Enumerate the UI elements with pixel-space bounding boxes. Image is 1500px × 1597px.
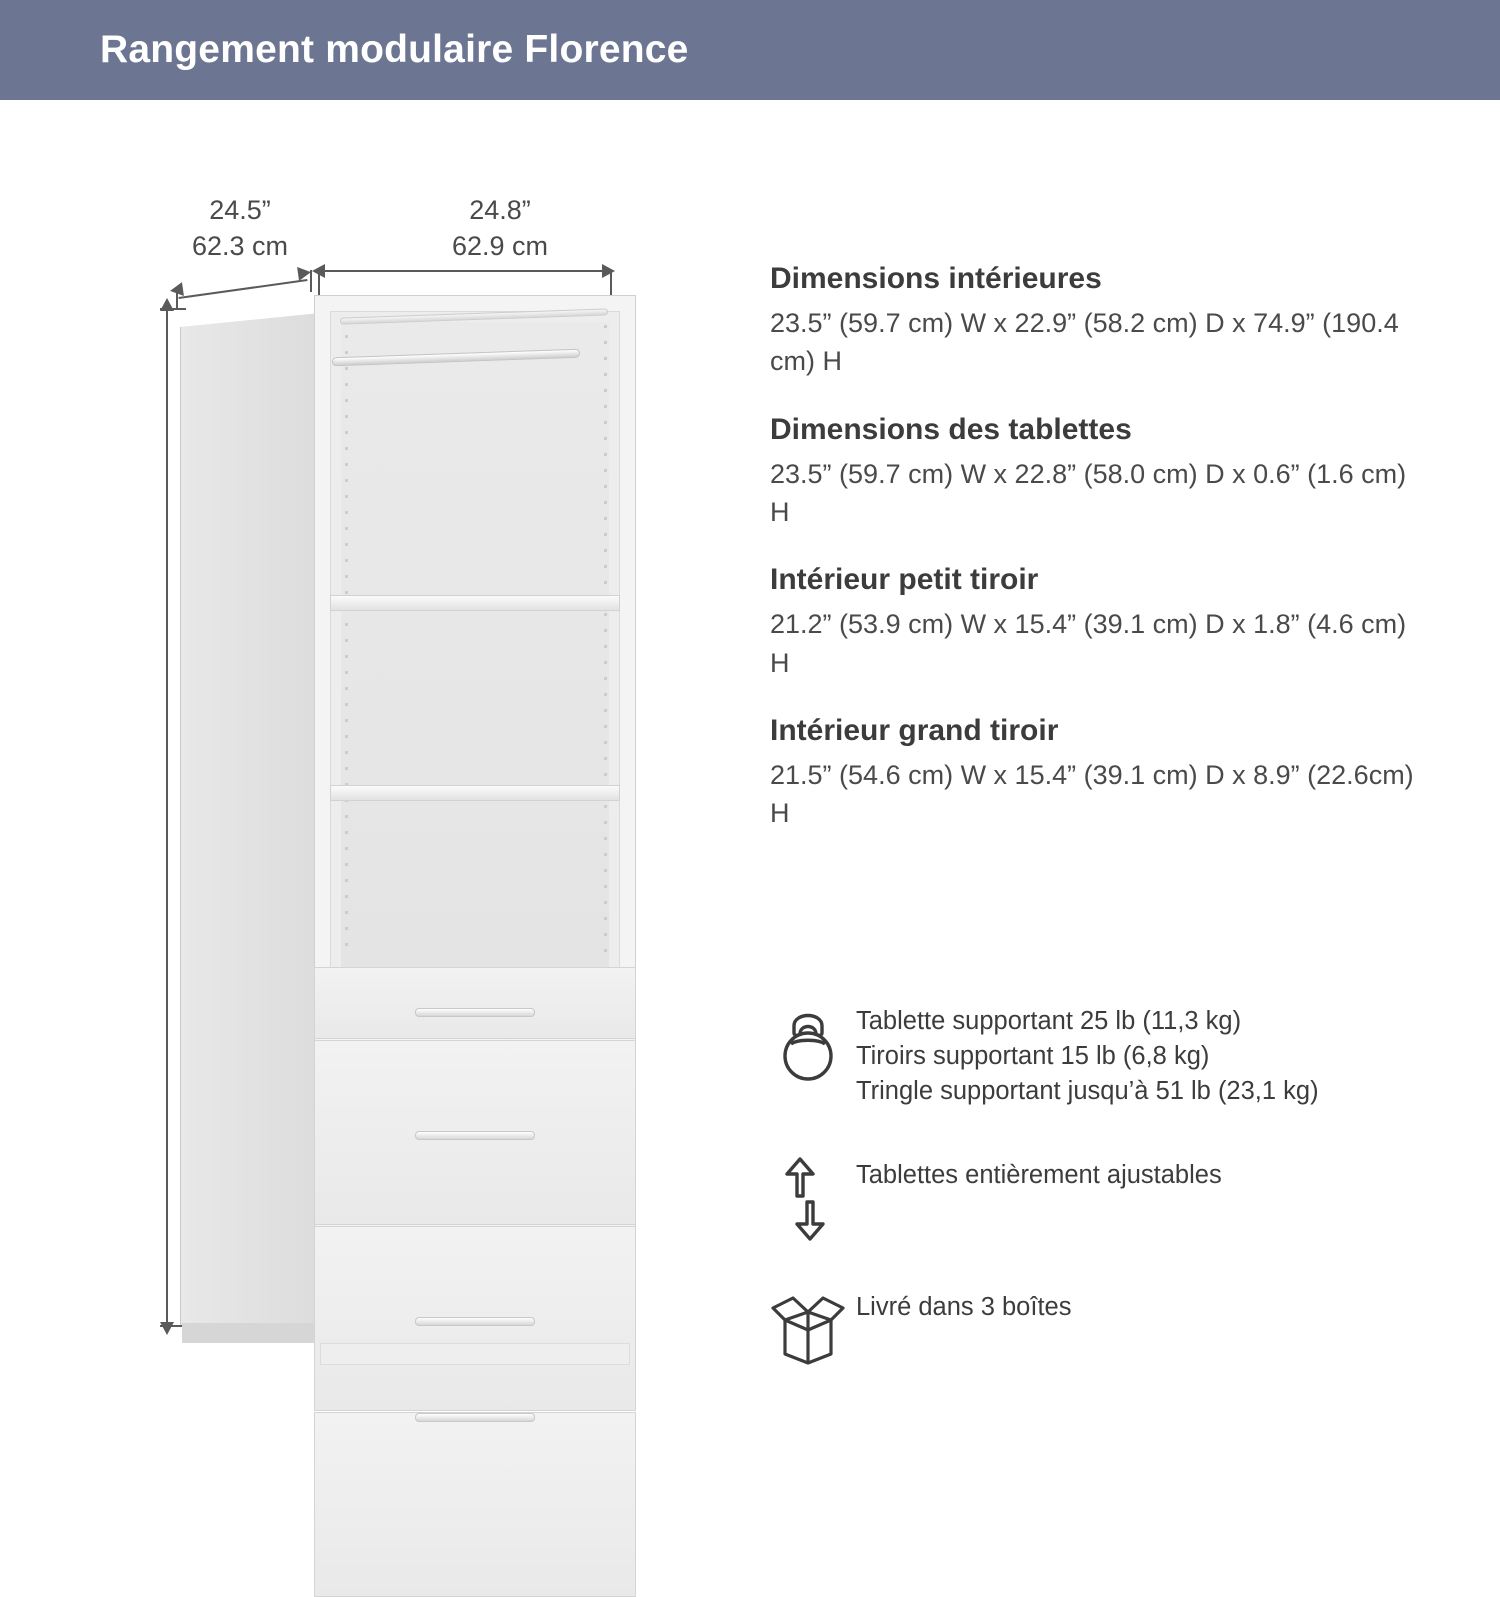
feature-text bbox=[856, 1154, 1222, 1193]
spec-title: Intérieur grand tiroir bbox=[770, 713, 1059, 747]
spec-text: 21.2” (53.9 cm) W x 15.4” (39.1 cm) D x 1.8” (4.6 cm) H bbox=[770, 609, 1407, 678]
page-header bbox=[0, 0, 1500, 100]
cabinet-open-cavity bbox=[330, 311, 620, 971]
shelf-peg-holes-left bbox=[345, 335, 348, 955]
feature-line: Tiroirs supportant 15 lb (6,8 kg) bbox=[856, 1042, 1210, 1071]
feature-text bbox=[856, 1000, 1319, 1110]
spec-block-interior-dimensions bbox=[770, 262, 1430, 381]
spec-text: 23.5” (59.7 cm) W x 22.8” (58.0 cm) D x 0.6” (1.6 cm) H bbox=[770, 458, 1407, 527]
spec-text: 23.5” (59.7 cm) W x 22.9” (58.2 cm) D x 74.9” (190.4 cm) H bbox=[770, 308, 1399, 377]
drawer-handle bbox=[415, 1131, 535, 1140]
feature-line: Tablettes entièrement ajustables bbox=[856, 1160, 1222, 1189]
cabinet-side-foot bbox=[182, 1323, 320, 1343]
spec-block-small-drawer-interior bbox=[770, 563, 1430, 682]
drawer-large-3 bbox=[314, 1412, 636, 1597]
feature-shipping-boxes bbox=[760, 1286, 1460, 1366]
drawer-handle bbox=[415, 1008, 535, 1017]
cabinet-front-foot bbox=[320, 1343, 630, 1365]
width-cm: 62.9 cm bbox=[451, 231, 549, 262]
drawer-large-2 bbox=[314, 1226, 636, 1411]
spec-title: Dimensions intérieures bbox=[770, 262, 1102, 295]
features-list bbox=[760, 1000, 1460, 1410]
width-dimension-label bbox=[390, 192, 610, 265]
feature-text bbox=[856, 1286, 1071, 1325]
depth-dimension-label bbox=[150, 192, 330, 265]
open-box-icon bbox=[760, 1286, 856, 1366]
page-title: Rangement modulaire Florence bbox=[100, 28, 689, 71]
feature-line: Tablette supportant 25 lb (11,3 kg) bbox=[856, 1007, 1242, 1035]
cavity-back-panel bbox=[341, 322, 609, 970]
cabinet-side-panel bbox=[180, 313, 320, 1325]
drawer-handle bbox=[415, 1317, 535, 1326]
specifications-list bbox=[770, 262, 1430, 865]
cabinet-illustration bbox=[180, 295, 640, 1360]
up-down-arrows-icon bbox=[760, 1154, 856, 1242]
spec-title: Intérieur petit tiroir bbox=[770, 563, 1039, 597]
drawer-small bbox=[314, 967, 636, 1039]
feature-weight-capacity bbox=[760, 1000, 1460, 1110]
feature-line: Tringle supportant jusqu’à 51 lb (23,1 kg) bbox=[856, 1077, 1319, 1106]
depth-cm: 62.3 cm bbox=[191, 231, 289, 262]
spec-title: Dimensions des tablettes bbox=[770, 412, 1132, 446]
drawer-handle bbox=[415, 1413, 535, 1422]
feature-adjustable-shelves bbox=[760, 1154, 1460, 1242]
kettlebell-icon bbox=[760, 1000, 856, 1084]
drawer-large-1 bbox=[314, 1040, 636, 1225]
shelf-lower bbox=[330, 785, 620, 801]
spec-block-shelf-dimensions bbox=[770, 413, 1430, 532]
shelf-upper bbox=[330, 595, 620, 611]
feature-line: Livré dans 3 boîtes bbox=[856, 1292, 1072, 1321]
spec-block-large-drawer-interior bbox=[770, 714, 1430, 833]
spec-text: 21.5” (54.6 cm) W x 15.4” (39.1 cm) D x 8.9” (22.6cm) H bbox=[770, 759, 1414, 829]
depth-inches: 24.5” bbox=[209, 195, 271, 225]
shelf-peg-holes-right bbox=[604, 325, 607, 955]
product-diagram bbox=[140, 170, 700, 1400]
width-inches: 24.8” bbox=[469, 195, 531, 225]
